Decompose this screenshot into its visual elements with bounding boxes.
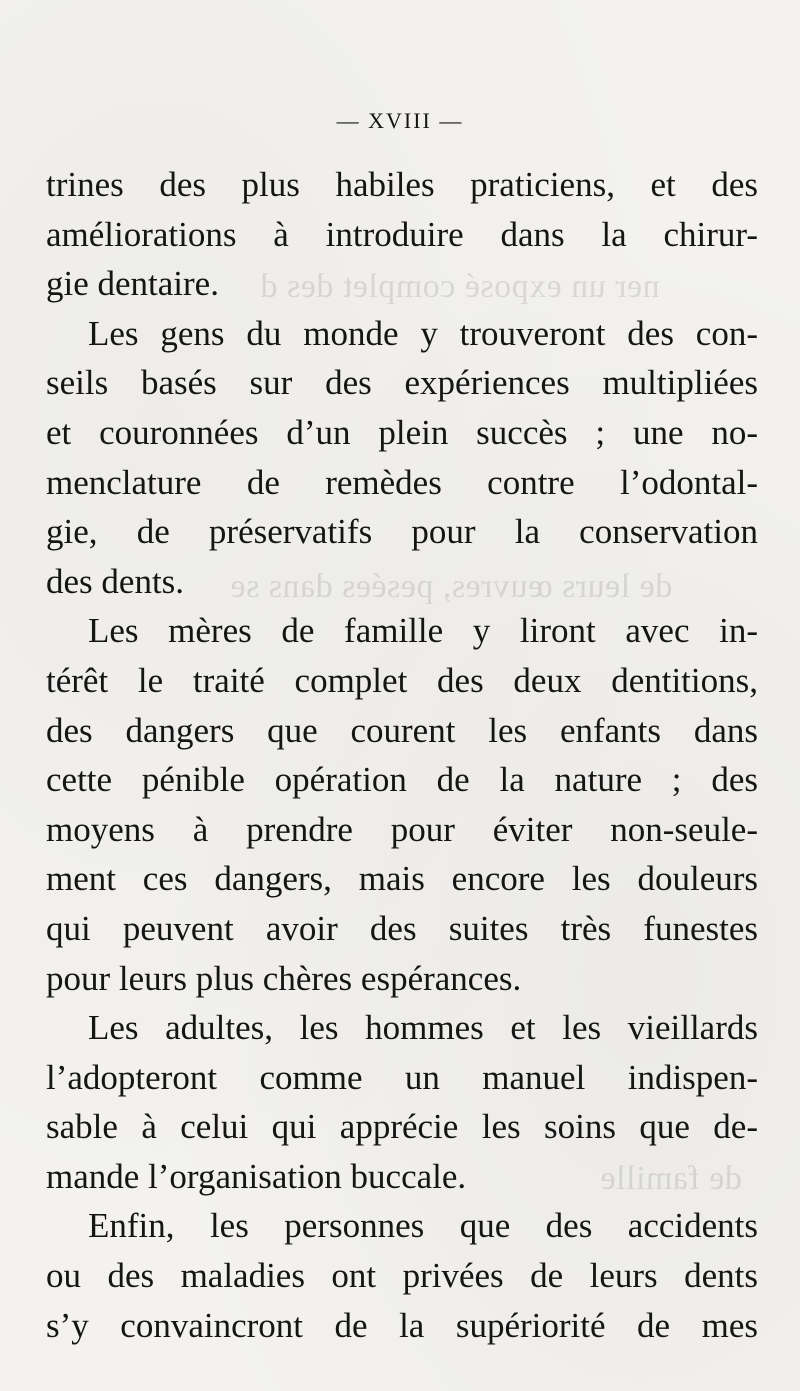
- text-line: mande l’organisation buccale.: [46, 1156, 467, 1196]
- text-line: trines des plus habiles praticiens, et des: [46, 165, 758, 204]
- text-line: ou des maladies ont privées de leurs dents: [46, 1256, 758, 1296]
- paragraph-start-line: Les mères de famille y liront avec in-: [88, 611, 758, 651]
- text-line: cette pénible opération de la nature ; des: [46, 760, 758, 800]
- text-line: menclature de remèdes contre l’odontal-: [46, 462, 758, 502]
- show-through-text: de famille: [600, 1160, 742, 1197]
- text-line: seils basés sur des expériences multipliées: [46, 363, 758, 403]
- text-line: qui peuvent avoir des suites très funestes: [46, 908, 758, 948]
- paragraph-start-line: Les gens du monde y trouveront des con-: [88, 313, 758, 353]
- text-line: gie, de préservatifs pour la conservation: [46, 512, 758, 552]
- text-line: pour leurs plus chères espérances.: [46, 958, 522, 998]
- text-line: ment ces dangers, mais encore les douleurs: [46, 859, 758, 899]
- text-line: des dangers que courent les enfants dans: [46, 710, 758, 750]
- body-text: [46, 160, 758, 1350]
- text-line: s’y convaincront de la supériorité de mes: [46, 1305, 758, 1345]
- text-line: moyens à prendre pour éviter non-seule-: [46, 809, 758, 849]
- page-number: — XVIII —: [336, 108, 464, 133]
- text-line: et couronnées d’un plein succès ; une no-: [46, 412, 758, 452]
- text-line: gie dentaire.: [46, 264, 219, 304]
- text-line: sable à celui qui apprécie les soins que de-: [46, 1107, 758, 1147]
- text-line: améliorations à introduire dans la chirur-: [46, 214, 758, 254]
- show-through-text: de leurs œuvres, pesées dans se: [230, 568, 673, 605]
- show-through-text: ner un exposé complet des d: [260, 268, 660, 305]
- text-line: des dents.: [46, 561, 185, 601]
- text-line: l’adopteront comme un manuel indispen-: [46, 1057, 758, 1097]
- paragraph-start-line: Les adultes, les hommes et les vieillards: [88, 1008, 758, 1048]
- paragraph-start-line: Enfin, les personnes que des accidents: [88, 1206, 758, 1246]
- text-line: térêt le traité complet des deux dentitions,: [46, 660, 758, 700]
